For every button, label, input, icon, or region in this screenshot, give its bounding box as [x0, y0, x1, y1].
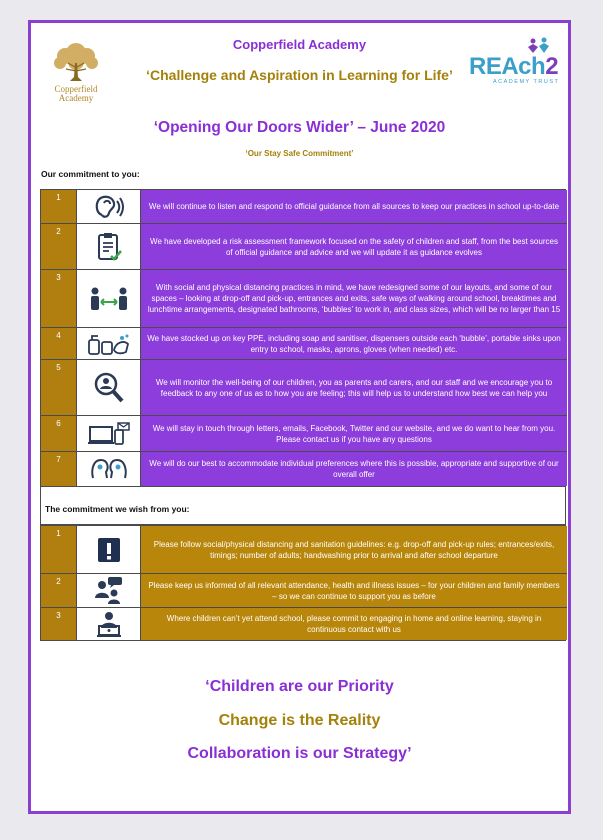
row-number: 4: [41, 328, 77, 359]
section-label-commitment-to-you: Our commitment to you:: [41, 169, 140, 179]
two-heads-icon: [77, 452, 141, 486]
row-number: 5: [41, 360, 77, 415]
row-number: 3: [41, 608, 77, 640]
table-row: [41, 526, 567, 574]
row-text: Where children can’t yet attend school, please commit to engaging in home and online learning, staying in continuous contact with us: [141, 608, 567, 640]
table-row: [41, 190, 567, 224]
row-text: With social and physical distancing practices in mind, we have redesigned some of our layouts, and some of our spaces – looking at drop-off and pick-up, entrances and exits, safe ways of walking around school, breaktimes and lunchtime arrangements, designated bathrooms, ‘bubbles’ to work in, and class sizes, which will be no larger than 15: [141, 270, 567, 327]
exclamation-icon: [77, 526, 141, 573]
row-number: 1: [41, 190, 77, 223]
table-row: [41, 574, 567, 608]
clipboard-check-icon: [77, 224, 141, 269]
commitment-from-you-table: [40, 525, 566, 641]
row-text: We will continue to listen and respond to official guidance from all sources to keep our practices in school up-to-date: [141, 190, 567, 223]
document-sheet: [28, 20, 571, 814]
people-talking-icon: [77, 574, 141, 607]
page-subtitle: ‘Our Stay Safe Commitment’: [245, 149, 354, 158]
table-row: [41, 270, 567, 328]
logo-text-line2: Academy: [58, 93, 94, 103]
logo-text-line1: Copperfield: [54, 84, 98, 94]
reach-logo-sub: ACADEMY TRUST: [493, 79, 560, 85]
section-label-commitment-from-you: The commitment we wish from you:: [45, 504, 190, 514]
row-number: 6: [41, 416, 77, 451]
social-distancing-icon: [77, 270, 141, 327]
online-learning-icon: [77, 608, 141, 640]
table-row: [41, 328, 567, 360]
row-number: 2: [41, 574, 77, 607]
magnifier-person-icon: [77, 360, 141, 415]
row-number: 2: [41, 224, 77, 269]
hand-sanitiser-icon: [77, 328, 141, 359]
school-name: Copperfield Academy: [232, 37, 367, 52]
school-motto: ‘Challenge and Aspiration in Learning for Life’: [146, 67, 453, 83]
row-number: 7: [41, 452, 77, 486]
reach-logo-main: REAch: [469, 53, 546, 80]
table-row: [41, 452, 567, 486]
row-text: We will monitor the well-being of our children, you as parents and carers, and our staff and we encourage you to feedback to any one of us as to how you are feeling; this will help us to understand how best we can help you: [141, 360, 567, 415]
closing-line-2: Change is the Reality: [218, 712, 381, 729]
row-text: We will do our best to accommodate individual preferences where this is possible, appropriate and supportive of our overall offer: [141, 452, 567, 486]
table-row: [41, 608, 567, 640]
page-title: ‘Opening Our Doors Wider’ – June 2020: [153, 119, 446, 136]
closing-line-1: ‘Children are our Priority: [205, 678, 394, 695]
listening-ear-icon: [77, 190, 141, 223]
table-row: [41, 224, 567, 270]
commitment-from-you-header: [40, 487, 566, 525]
table-row: [41, 360, 567, 416]
table-row: [41, 416, 567, 452]
reach-logo-two: 2: [545, 53, 559, 80]
closing-line-3: Collaboration is our Strategy’: [187, 745, 412, 762]
commitment-to-you-table: [40, 189, 566, 487]
row-number: 1: [41, 526, 77, 573]
row-number: 3: [41, 270, 77, 327]
row-text: We will stay in touch through letters, emails, Facebook, Twitter and our website, and we do want to hear from you. Please contact us if you have any questions: [141, 416, 567, 451]
row-text: We have stocked up on key PPE, including soap and sanitiser, dispensers outside each ‘bubble’, portable sinks upon entry to school, masks, aprons, gloves (when needed) etc.: [141, 328, 567, 359]
row-text: Please keep us informed of all relevant attendance, health and illness issues – for your children and family members – so we can continue to support you as before: [141, 574, 567, 607]
row-text: Please follow social/physical distancing and sanitation guidelines: e.g. drop-off and pick-up rules; entrances/exits, timings; number of adults; handwashing prior to arrival and after school departure: [141, 526, 567, 573]
devices-icon: [77, 416, 141, 451]
row-text: We have developed a risk assessment framework focused on the safety of children and staff, from the best sources of official guidance and advice and we will update it as guidance evolves: [141, 224, 567, 269]
